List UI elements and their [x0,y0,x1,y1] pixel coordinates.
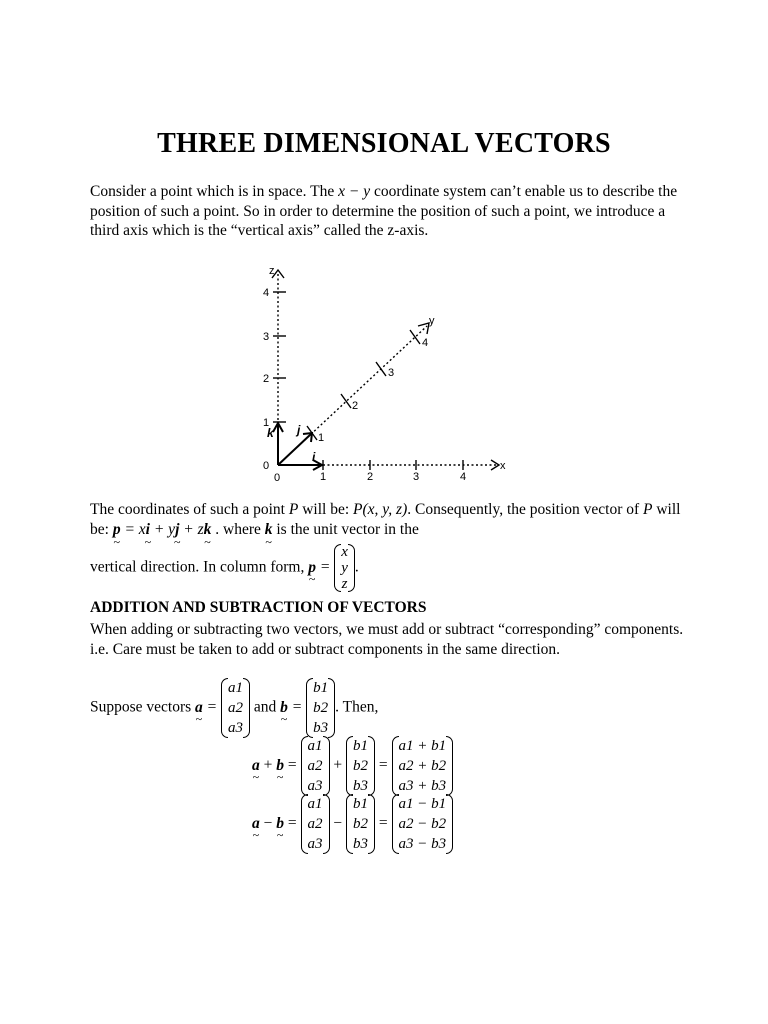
sum-result-column [392,736,454,796]
column-text: vertical direction. In column form, [90,558,309,576]
vector-b: b ~ [280,699,288,717]
sum-eq-2: = [375,756,392,774]
vector-a: a ~ [195,699,203,717]
difference-equation [252,794,453,854]
unit-vector-j [278,434,311,465]
column-vector-a [221,678,250,738]
suppose-and: and [250,698,281,716]
diff-b3: b3 [353,836,368,852]
suppose-then: . Then, [335,698,379,716]
intro-text-2: coordinate system can’t enable us to describe the position of such a point. So in order to determine the position of such a point, we introduce a third axis which is the “vertical axis” called the z-axis. [90,183,678,239]
column-vector-b [306,678,335,738]
z-tick-label-1: 1 [263,417,270,429]
point-coordinates: P(x, y, z) [353,501,408,518]
diff-op-2: − [333,814,343,832]
diff-column-b [346,794,375,854]
sum-b3: b3 [353,778,368,794]
y-tick-2 [341,394,351,408]
y-tick-label-1: 1 [318,432,325,444]
x-tick-label-4: 4 [460,471,467,483]
origin-label: 0 [274,472,281,484]
diff-vector-b: b ~ [276,815,284,833]
vector-p: p ~ [113,520,121,540]
coordinates-paragraph [90,500,690,539]
sum-eq-1: = [284,756,301,774]
sum-op-2: + [333,756,343,774]
x-tick-label-1: 1 [320,471,327,483]
column-entry-z: z [341,576,348,592]
a-entry-3: a3 [228,720,244,736]
unit-label-k: k [267,426,274,440]
diff-b2: b2 [353,816,368,832]
diff-op-1: − [263,814,273,832]
coords-text-5: . where [211,520,265,538]
x-tick-label-3: 3 [413,471,420,483]
coords-text-3: . Consequently, the position vector of [407,501,644,518]
diff-eq-1: = [284,814,301,832]
sum-vector-a: a ~ [252,757,260,775]
axes-diagram [255,262,515,487]
plus-y: + y [149,520,176,538]
coords-text-4: will be: [90,501,681,538]
sum-column-a [301,736,330,796]
eq-x: = x [120,520,146,538]
y-tick-3 [376,362,386,376]
z-tick-label-2: 2 [263,373,270,385]
diff-a1: a1 [307,796,323,812]
y-tick-label-2: 2 [352,400,359,412]
diff-a2: a2 [307,816,323,832]
sum-b2: b2 [353,758,368,774]
coords-text-1: The coordinates of such a point [90,501,289,518]
column-entry-x: x [341,544,348,560]
diff-vector-a: a ~ [252,815,260,833]
point-P-2: P [643,501,653,518]
unit-label-i: i [312,450,316,464]
suppose-text: Suppose vectors [90,698,196,716]
column-vector-p [334,544,355,592]
diff-a3: a3 [307,836,323,852]
column-entry-y: y [341,560,348,576]
diff-result-column [392,794,454,854]
suppose-line [90,678,378,738]
sum-a2: a2 [307,758,323,774]
a-entry-1: a1 [228,680,244,696]
intro-text-1: Consider a point which is in space. The [90,183,339,200]
coords-text-6: is the unit vector in the [272,520,419,538]
diff-result-2: a2 − b2 [398,816,447,832]
y-axis-label: y [429,315,435,327]
intro-expr: x − y [338,183,371,200]
z-tick-label-4: 4 [263,287,270,299]
sum-column-b [346,736,375,796]
diff-b1: b1 [353,796,368,812]
diff-column-a [301,794,330,854]
z-axis-label: z [269,265,275,277]
z-tick-label-3: 3 [263,331,270,343]
b-entry-3: b3 [313,720,329,736]
column-end: . [354,558,359,576]
coords-text-2: will be: [298,501,354,518]
sum-op-1: + [263,756,273,774]
addition-paragraph: When adding or subtracting two vectors, we must add or subtract “corresponding” components. i.e. Care must be taken to add or subtract components in the same direction. [90,621,684,658]
sum-result-1: a1 + b1 [398,738,447,754]
b-entry-1: b1 [313,680,329,696]
plus-z: + z [179,520,204,538]
vector-j: j ~ [175,520,179,540]
y-tick-label-4: 4 [422,337,429,349]
y-tick-4 [410,330,420,344]
page-title: THREE DIMENSIONAL VECTORS [157,128,611,159]
x-axis-label: x [500,460,506,472]
a-entry-2: a2 [228,700,244,716]
unit-label-j: j [297,423,301,437]
vector-k: k ~ [204,520,212,540]
sum-vector-b: b ~ [276,757,284,775]
sum-a3: a3 [307,778,323,794]
sum-b1: b1 [353,738,368,754]
diff-eq-2: = [375,814,392,832]
sum-result-3: a3 + b3 [398,778,447,794]
section-heading: ADDITION AND SUBTRACTION OF VECTORS [90,599,427,616]
diff-result-1: a1 − b1 [398,796,447,812]
sum-equation [252,736,453,796]
y-tick-label-3: 3 [388,367,395,379]
b-entry-2: b2 [313,700,329,716]
z-tick-label-0: 0 [263,460,270,472]
sum-result-2: a2 + b2 [398,758,447,774]
intro-paragraph [90,182,690,241]
vector-i: i ~ [146,520,150,540]
column-eq: = [315,558,335,576]
point-P: P [288,501,299,518]
vector-p-column: p ~ [308,559,316,577]
suppose-eq-a: = [202,698,222,716]
vector-k-2: k ~ [265,520,273,540]
sum-a1: a1 [307,738,323,754]
x-tick-label-2: 2 [367,471,374,483]
column-form-line [90,544,359,592]
suppose-eq-b: = [287,698,307,716]
diff-result-3: a3 − b3 [398,836,447,852]
